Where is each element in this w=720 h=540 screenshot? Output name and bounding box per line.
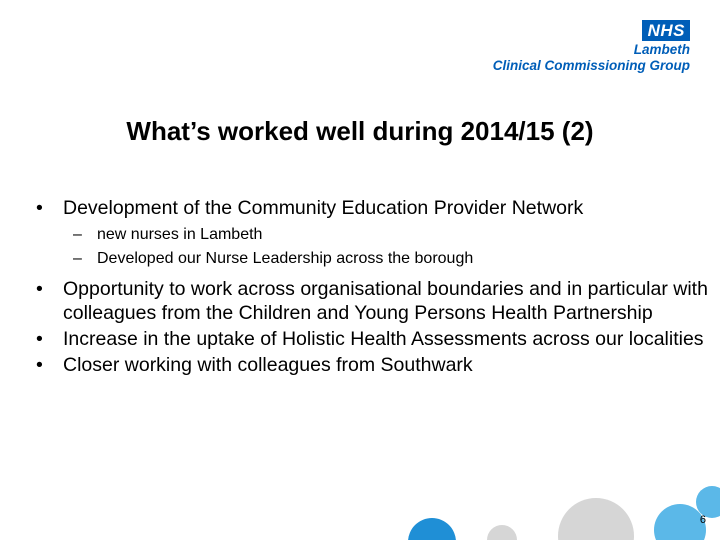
logo-organisation-name: Lambeth <box>633 42 690 57</box>
bullet-text: Increase in the uptake of Holistic Health Assessments across our localities <box>63 328 704 350</box>
sub-bullet-dash: – <box>73 226 82 243</box>
decor-circle-grey-small <box>487 525 517 540</box>
decor-circle-grey-large <box>558 498 634 540</box>
bullet-text: Opportunity to work across organisational boundaries and in particular with colleagues from the Children and Young Persons Health Partnership <box>63 278 708 324</box>
bullet-dot: • <box>36 354 43 376</box>
bullet-dot: • <box>36 278 43 300</box>
sub-bullet-text: new nurses in Lambeth <box>97 226 263 243</box>
bullet-text: Closer working with colleagues from Southwark <box>63 354 473 376</box>
nhs-badge: NHS <box>642 20 690 41</box>
sub-bullet-text: Developed our Nurse Leadership across the borough <box>97 250 474 267</box>
logo-organisation-subtitle: Clinical Commissioning Group <box>492 58 690 73</box>
bullet-dot: • <box>36 197 43 219</box>
bullet-text: Development of the Community Education Provider Network <box>63 197 584 219</box>
sub-bullet-dash: – <box>73 250 82 267</box>
slide-title: What’s worked well during 2014/15 (2) <box>126 116 594 146</box>
page-number: 6 <box>699 514 706 526</box>
decor-circle-blue <box>408 518 456 540</box>
bullet-dot: • <box>36 328 43 350</box>
